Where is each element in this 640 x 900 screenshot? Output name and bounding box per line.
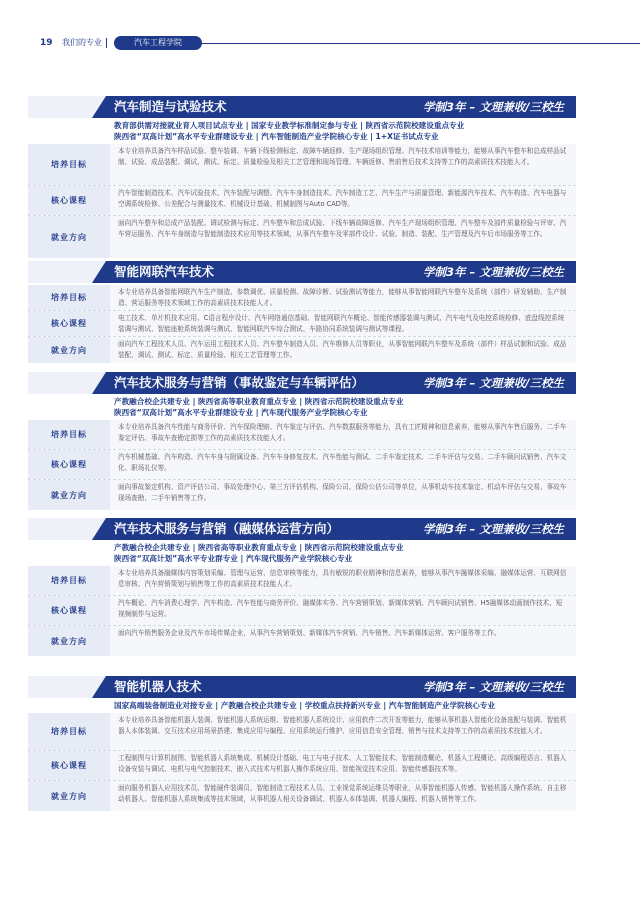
program-title: 汽车技术服务与营销（融媒体运营方向） xyxy=(114,521,340,536)
program-section-intelligent-connected-vehicle xyxy=(28,261,576,363)
row-label: 就业方向 xyxy=(28,626,110,656)
row-text: 面向事故鉴定机构、资产评估公司、事故处理中心、第三方评估机构、保险公司、保险公估公司等单位，从事机动车技术鉴定、机动车评估与交易、事故车现场查勘、二手车销售等工作。 xyxy=(110,480,576,510)
honor-line: 陕西省“双高计划”高水平专业群建设专业 | 汽车智能制造产业学院核心专业 | 1+X证书试点专业 xyxy=(114,132,439,141)
detail-row xyxy=(28,781,576,811)
row-label: 培养目标 xyxy=(28,285,110,310)
row-text: 汽车概论、汽车消费心理学、汽车构造、汽车性能与商务评价、融媒体实务、汽车营销策划、新媒体营销、汽车顾问试销售、H5融媒体动画制作技术、短视频制作与运营。 xyxy=(110,596,576,625)
row-label: 核心课程 xyxy=(28,311,110,336)
row-text: 汽车机械基础、汽车构造、汽车车身与附属设备、汽车车身修复技术、汽车性能与测试、二手车鉴定技术、二手车评估与交易、二手车顾问试销售、汽车文化、职场礼仪等。 xyxy=(110,450,576,479)
program-title: 汽车制造与试验技术 xyxy=(114,99,227,114)
row-text: 本专业培养具备智能机器人装调、智能机器人系统运维、智能机器人系统设计、应用软件二次开发等能力，能够从事机器人智能化设备选配与装调、智能机器人本体装调、交互技术应用场景搭建、集成应用与编程、应用系统运行维护、应用信息安全管理、销售与技术支持等工作的高素质技术技能人才。 xyxy=(110,713,576,750)
section-header xyxy=(28,676,576,698)
detail-row xyxy=(28,626,576,656)
row-label: 就业方向 xyxy=(28,337,110,363)
row-text: 本专业培养具备汽车样品试验、整车装调、车辆下线检测标定、故障车辆返修、生产现场组织管理、汽车技术培训等能力，能够从事汽车整车和总成样品试制、试验、成品装配、调试、测试、标定、质量检验及相关工艺管理和现场管理、车辆返修、售前售后技术支持等工作的高素质技术技能人才。 xyxy=(110,144,576,185)
section-header xyxy=(28,372,576,394)
row-label: 培养目标 xyxy=(28,420,110,449)
detail-row xyxy=(28,420,576,450)
row-label: 核心课程 xyxy=(28,450,110,479)
row-label: 就业方向 xyxy=(28,216,110,258)
honor-line: 产教融合校企共建专业 | 陕西省高等职业教育重点专业 | 陕西省示范院校建设重点专业 xyxy=(114,397,404,406)
honors-list xyxy=(114,540,576,564)
program-title: 智能机器人技术 xyxy=(114,679,202,694)
detail-row xyxy=(28,480,576,510)
page-number: 19 xyxy=(40,38,53,48)
honors-list xyxy=(114,394,576,418)
program-section-auto-manufacturing xyxy=(28,96,576,258)
row-label: 培养目标 xyxy=(28,144,110,185)
row-text: 面向汽车整车和总成产品装配、调试检测与标定、汽车整车和总成试验、下线车辆故障返修、汽车生产现场组织管理、汽车整车及部件质量检验与评审、汽车营运服务、汽车车身制造与智能制造技术应用等技术领域，从事汽车整车及零部件设计、试验、制造、装配、生产管理及汽车后市场服务等工作。 xyxy=(110,216,576,258)
program-section-accident-appraisal xyxy=(28,372,576,510)
program-tag: 学制3年 – 文理兼收/三校生 xyxy=(423,522,564,536)
program-section-intelligent-robotics xyxy=(28,676,576,811)
honor-line: 国家高端装备制造业对接专业 | 产教融合校企共建专业 | 学校重点扶持新兴专业 | 汽车智能制造产业学院核心专业 xyxy=(114,701,496,710)
program-title: 汽车技术服务与营销（事故鉴定与车辆评估） xyxy=(114,375,365,390)
row-label: 核心课程 xyxy=(28,186,110,215)
detail-row xyxy=(28,186,576,216)
detail-row xyxy=(28,337,576,363)
row-label: 培养目标 xyxy=(28,566,110,595)
honors-list xyxy=(114,698,576,711)
honor-line: 教育部供需对接就业育人项目试点专业 | 国家专业教学标准制定参与专业 | 陕西省示范院校建设重点专业 xyxy=(114,121,465,130)
program-details xyxy=(28,713,576,811)
breadcrumb-divider xyxy=(106,38,107,48)
program-tag: 学制3年 – 文理兼收/三校生 xyxy=(423,265,564,279)
row-label: 培养目标 xyxy=(28,713,110,750)
program-details xyxy=(28,566,576,656)
row-text: 工程制图与计算机制图、智能机器人系统集成、机械设计基础、电工与电子技术、人工智能技术、智能制造概论、机器人工程概论、高级编程语言、机器人设备安装与调试、电机与电气控制技术、嵌入式技术与机器人操作系统应用、智能视觉技术应用、智能传感器技术等。 xyxy=(110,751,576,780)
detail-row xyxy=(28,596,576,626)
detail-row xyxy=(28,450,576,480)
honor-line: 产教融合校企共建专业 | 陕西省高等职业教育重点专业 | 陕西省示范院校建设重点专业 xyxy=(114,543,404,552)
detail-row xyxy=(28,751,576,781)
program-tag: 学制3年 – 文理兼收/三校生 xyxy=(423,100,564,114)
row-label: 核心课程 xyxy=(28,751,110,780)
section-header xyxy=(28,261,576,283)
row-text: 汽车智能制造技术、汽车试验技术、汽车装配与调整、汽车车身制造技术、汽车制造工艺、汽车生产与质量管理、新能源汽车技术、汽车构造、汽车电器与空调系统检修、公差配合与测量技术、机械设计基础、机械制图与Auto CAD等。 xyxy=(110,186,576,215)
row-text: 本专业培养具备汽车性能与商务评价、汽车保险理赔、汽车鉴定与评估、汽车数据服务等能力，具有工匠精神和信息素养，能够从事汽车售后服务、二手车鉴定评估、事故车查勘定损等工作的高素质技术技能人才。 xyxy=(110,420,576,449)
row-text: 面向汽车销售服务企业及汽车市场传媒企业，从事汽车营销策划、新媒体汽车营销、汽车销售、汽车新媒体运营、客户服务等工作。 xyxy=(110,626,576,656)
program-tag: 学制3年 – 文理兼收/三校生 xyxy=(423,376,564,390)
detail-row xyxy=(28,311,576,337)
section-header xyxy=(28,96,576,118)
row-label: 就业方向 xyxy=(28,480,110,510)
page-header xyxy=(0,36,640,50)
row-label: 就业方向 xyxy=(28,781,110,811)
breadcrumb[interactable]: 我们的专业 xyxy=(62,38,102,47)
program-details xyxy=(28,420,576,510)
header-rule xyxy=(200,43,640,44)
row-text: 本专业培养具备融媒体内容策划采编、管理与运营、信息审核等能力，具有敏锐的职业精神和信息素养，能够从事汽车融媒体采编、融媒体运营、互联网信息审核、汽车营销策划与销售等工作的高素质技术技能人才。 xyxy=(110,566,576,595)
row-label: 核心课程 xyxy=(28,596,110,625)
section-pill[interactable]: 汽车工程学院 xyxy=(114,36,202,50)
honor-line: 陕西省“双高计划”高水平专业群专业 | 汽车现代服务产业学院核心专业 xyxy=(114,554,353,563)
program-tag: 学制3年 – 文理兼收/三校生 xyxy=(423,680,564,694)
detail-row xyxy=(28,713,576,751)
program-title: 智能网联汽车技术 xyxy=(114,264,215,279)
row-text: 面向汽车工程技术人员、汽车运用工程技术人员、汽车整车制造人员、汽车维修人员等职业，从事智能网联汽车整车及系统（部件）样品试制和试验、成品装配、调试、测试、标定、质量检验、相关工艺管理等工作。 xyxy=(110,337,576,363)
detail-row xyxy=(28,216,576,258)
section-header xyxy=(28,518,576,540)
program-details xyxy=(28,285,576,363)
honors-list xyxy=(114,118,576,142)
row-text: 本专业培养具备智能网联汽车生产制造、参数调优、质量检测、故障诊断、试验测试等能力，能够从事智能网联汽车整车及系统（部件）研发辅助、生产制造、营运服务等技术领域工作的高素质技术技能人才。 xyxy=(110,285,576,310)
detail-row xyxy=(28,144,576,186)
program-section-media-operation xyxy=(28,518,576,656)
program-details xyxy=(28,144,576,258)
detail-row xyxy=(28,566,576,596)
row-text: 面向服务机器人应用技术员、智能硬件装调员、智能制造工程技术人员、工业视觉系统运维员等职业，从事智能机器人传感、智能机器人操作系统、自主移动机器人、智能机器人系统集成等技术领域，从事机器人相关设备调试、机器人本体装调、机器人编程、机器人销售等工作。 xyxy=(110,781,576,811)
row-text: 电工技术、单片机技术应用、C语言程序设计、汽车网络通信基础、智能网联汽车概论、智能传感器装调与测试、汽车电气及电控系统检修、底盘线控系统装调与测试、智能座舱系统装调与测试、智能网联汽车综合测试、车路协同系统装调与测试等课程。 xyxy=(110,311,576,336)
honor-line: 陕西省“双高计划”高水平专业群建设专业 | 汽车现代服务产业学院核心专业 xyxy=(114,408,368,417)
detail-row xyxy=(28,285,576,311)
